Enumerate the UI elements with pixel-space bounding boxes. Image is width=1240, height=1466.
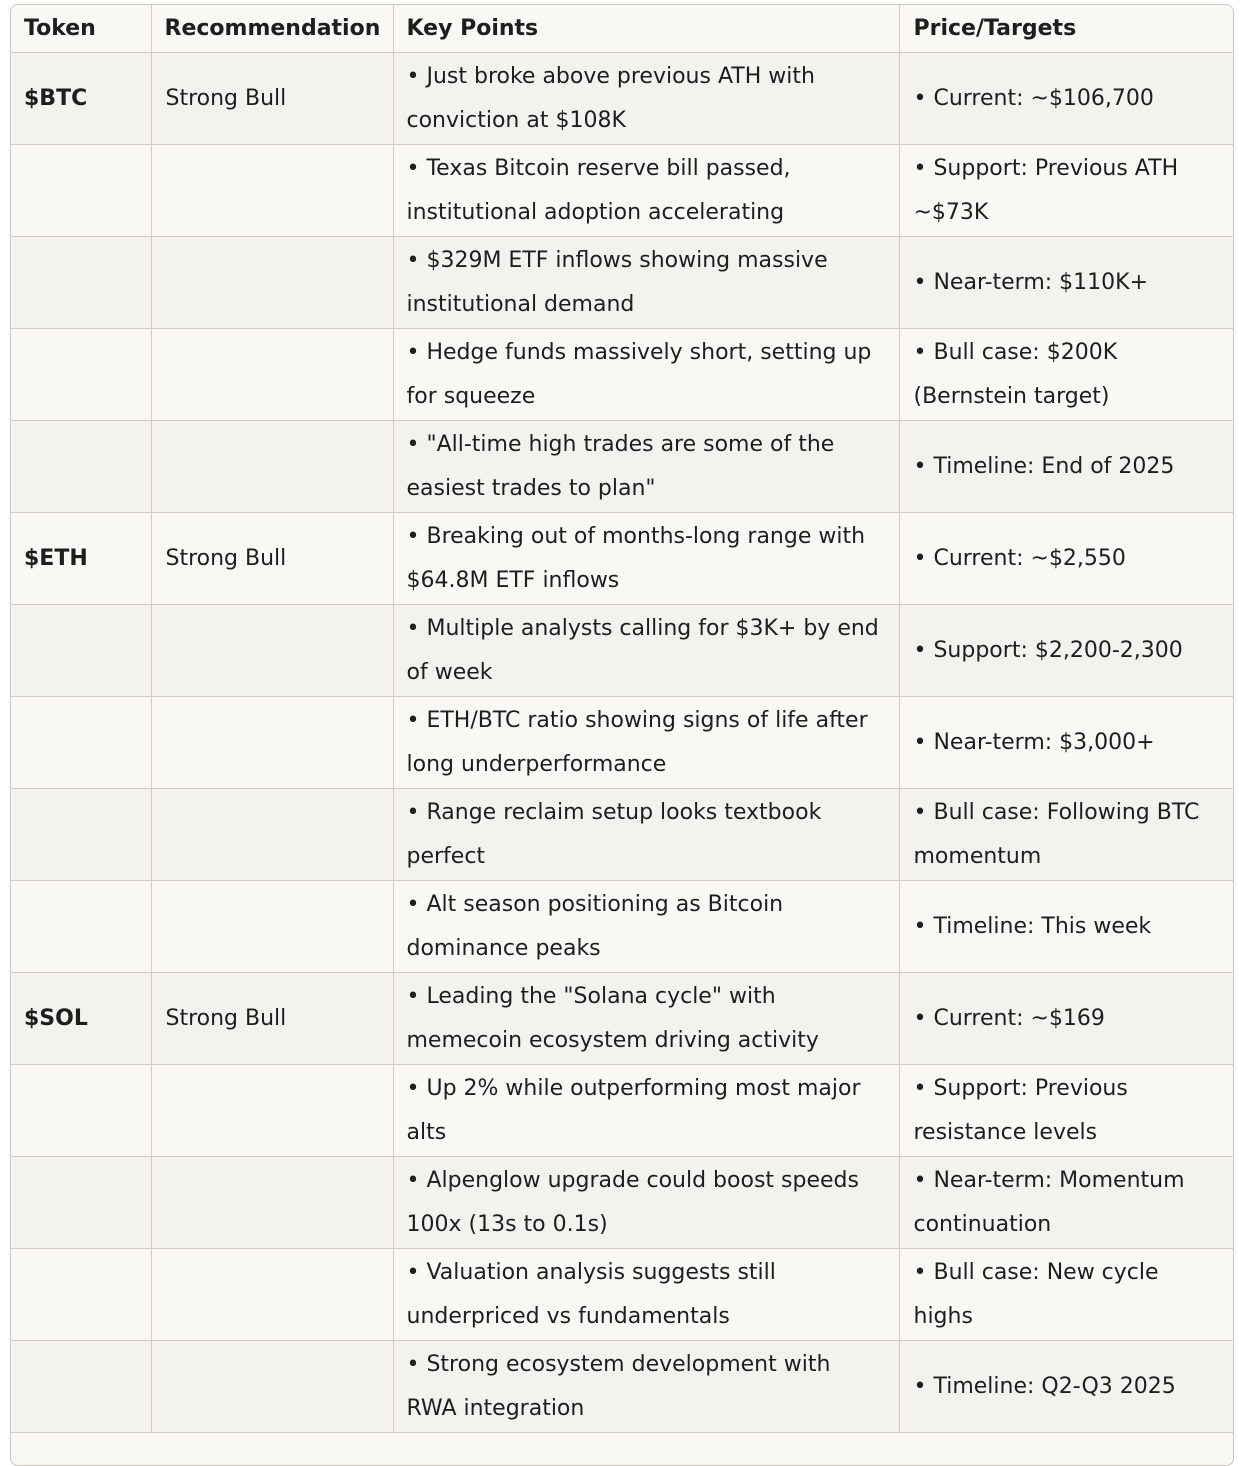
price-target-cell: • Current: ~$106,700 — [899, 53, 1233, 145]
table-container — [10, 4, 1234, 1466]
key-point-cell: • Valuation analysis suggests still underpriced vs fundamentals — [393, 1249, 899, 1341]
recommendation-cell — [151, 237, 393, 329]
token-cell — [11, 1065, 151, 1157]
table-row — [11, 513, 1233, 605]
recommendation-cell — [151, 605, 393, 697]
key-point-cell: • Alpenglow upgrade could boost speeds 100x (13s to 0.1s) — [393, 1157, 899, 1249]
key-point-cell: • Breaking out of months-long range with $64.8M ETF inflows — [393, 513, 899, 605]
recommendation-cell: Strong Bull — [151, 973, 393, 1065]
price-target-cell: • Current: ~$2,550 — [899, 513, 1233, 605]
price-target-cell: • Bull case: $200K (Bernstein target) — [899, 329, 1233, 421]
key-point-cell: • Range reclaim setup looks textbook perfect — [393, 789, 899, 881]
token-cell — [11, 881, 151, 973]
key-point-cell: • Hedge funds massively short, setting up for squeeze — [393, 329, 899, 421]
table-row — [11, 237, 1233, 329]
token-cell — [11, 697, 151, 789]
table-row — [11, 881, 1233, 973]
recommendation-cell — [151, 329, 393, 421]
recommendation-cell — [151, 789, 393, 881]
price-target-cell: • Timeline: This week — [899, 881, 1233, 973]
key-point-cell: • Alt season positioning as Bitcoin dominance peaks — [393, 881, 899, 973]
recommendation-cell — [151, 145, 393, 237]
table-row — [11, 973, 1233, 1065]
price-target-cell: • Support: $2,200-2,300 — [899, 605, 1233, 697]
token-cell — [11, 789, 151, 881]
table-row — [11, 53, 1233, 145]
key-point-cell: • "All-time high trades are some of the easiest trades to plan" — [393, 421, 899, 513]
table-row — [11, 789, 1233, 881]
token-cell — [11, 237, 151, 329]
table-row — [11, 329, 1233, 421]
token-cell: $BTC — [11, 53, 151, 145]
price-target-cell: • Near-term: $110K+ — [899, 237, 1233, 329]
price-target-cell: • Bull case: Following BTC momentum — [899, 789, 1233, 881]
recommendation-cell — [151, 881, 393, 973]
table-row — [11, 421, 1233, 513]
table-row — [11, 1249, 1233, 1341]
token-recommendation-table — [11, 5, 1233, 1433]
header-token: Token — [11, 5, 151, 53]
price-target-cell: • Timeline: Q2-Q3 2025 — [899, 1341, 1233, 1433]
table-row — [11, 697, 1233, 789]
price-target-cell: • Near-term: $3,000+ — [899, 697, 1233, 789]
recommendation-cell — [151, 697, 393, 789]
recommendation-cell: Strong Bull — [151, 53, 393, 145]
token-cell — [11, 421, 151, 513]
key-point-cell: • ETH/BTC ratio showing signs of life after long underperformance — [393, 697, 899, 789]
key-point-cell: • Texas Bitcoin reserve bill passed, institutional adoption accelerating — [393, 145, 899, 237]
recommendation-cell — [151, 421, 393, 513]
price-target-cell: • Current: ~$169 — [899, 973, 1233, 1065]
token-cell — [11, 1341, 151, 1433]
token-cell — [11, 1157, 151, 1249]
key-point-cell: • Multiple analysts calling for $3K+ by end of week — [393, 605, 899, 697]
token-cell: $ETH — [11, 513, 151, 605]
recommendation-cell — [151, 1065, 393, 1157]
key-point-cell: • Just broke above previous ATH with conviction at $108K — [393, 53, 899, 145]
key-point-cell: • Strong ecosystem development with RWA integration — [393, 1341, 899, 1433]
table-row — [11, 1341, 1233, 1433]
price-target-cell: • Bull case: New cycle highs — [899, 1249, 1233, 1341]
token-cell: $SOL — [11, 973, 151, 1065]
price-target-cell: • Timeline: End of 2025 — [899, 421, 1233, 513]
key-point-cell: • Up 2% while outperforming most major alts — [393, 1065, 899, 1157]
recommendation-cell — [151, 1157, 393, 1249]
table-row — [11, 1065, 1233, 1157]
token-cell — [11, 145, 151, 237]
token-cell — [11, 605, 151, 697]
table-row — [11, 1157, 1233, 1249]
price-target-cell: • Near-term: Momentum continuation — [899, 1157, 1233, 1249]
header-key-points: Key Points — [393, 5, 899, 53]
table-header-row — [11, 5, 1233, 53]
token-cell — [11, 329, 151, 421]
recommendation-cell: Strong Bull — [151, 513, 393, 605]
price-target-cell: • Support: Previous ATH ~$73K — [899, 145, 1233, 237]
recommendation-cell — [151, 1249, 393, 1341]
table-row — [11, 605, 1233, 697]
key-point-cell: • $329M ETF inflows showing massive institutional demand — [393, 237, 899, 329]
recommendation-cell — [151, 1341, 393, 1433]
price-target-cell: • Support: Previous resistance levels — [899, 1065, 1233, 1157]
table-row — [11, 145, 1233, 237]
token-cell — [11, 1249, 151, 1341]
header-price-targets: Price/Targets — [899, 5, 1233, 53]
header-recommendation: Recommendation — [151, 5, 393, 53]
key-point-cell: • Leading the "Solana cycle" with memecoin ecosystem driving activity — [393, 973, 899, 1065]
